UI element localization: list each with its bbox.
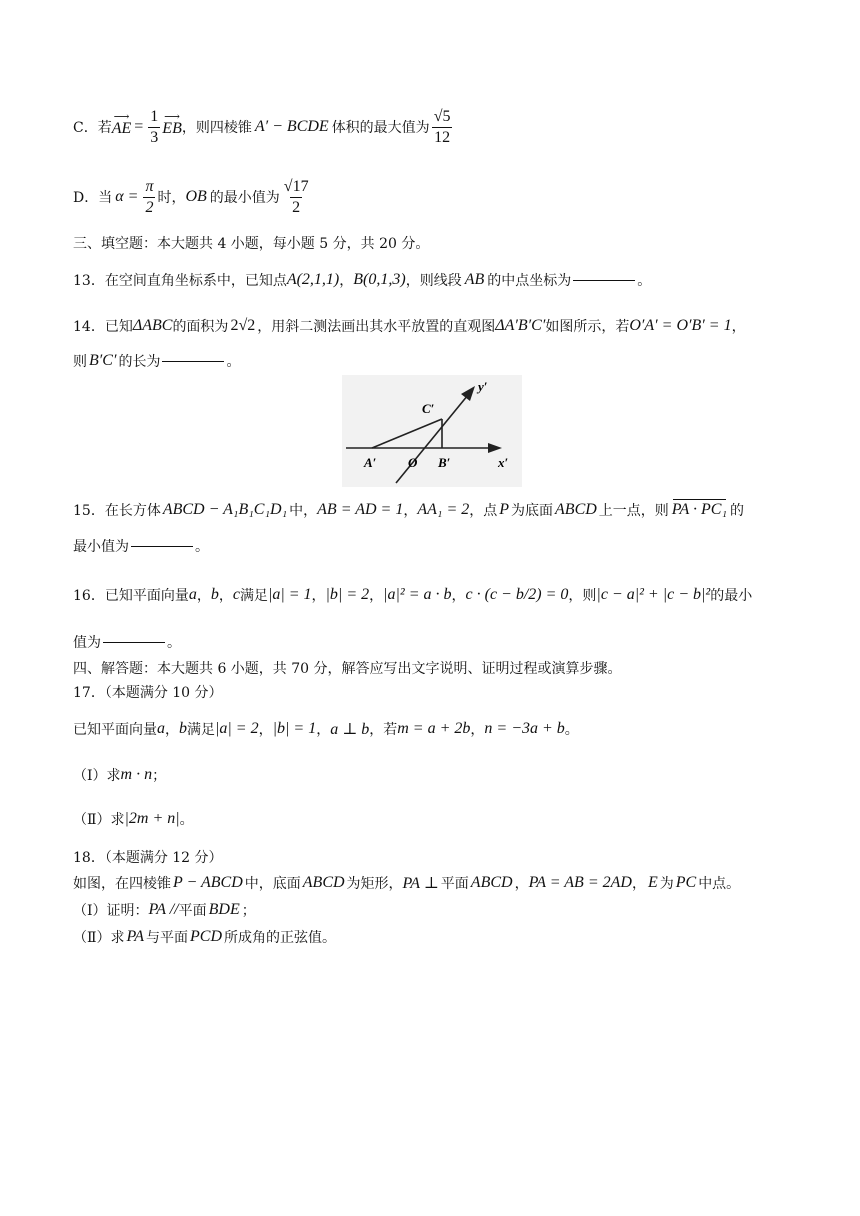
- q18-text-f: ，: [631, 876, 646, 892]
- q15-text-e: 为底面: [511, 503, 554, 519]
- q16-condition-4: c · (c − b/2) = 0: [465, 586, 569, 603]
- vector-ae: ⟶ AE: [111, 111, 132, 137]
- q17-condition-2: |b| = 1: [272, 720, 317, 737]
- q17-part-1-label: （Ⅰ）求: [73, 768, 121, 784]
- q13-text-c: ，则线段: [405, 273, 462, 289]
- label-y: y′: [478, 379, 488, 394]
- pa-perp: PA ⊥: [402, 875, 439, 892]
- base-abcd: ABCD: [302, 874, 345, 891]
- plane-abcd: ABCD: [470, 874, 513, 891]
- q14-text-c: ，用斜二测法画出其水平放置的直观图: [257, 319, 496, 335]
- q16-text-d: 的最小: [710, 588, 753, 604]
- plane-bde: BDE: [208, 901, 240, 918]
- q15-text-h: 最小值为: [73, 539, 129, 555]
- question-15: [73, 497, 744, 523]
- q17-sep-2: ，: [258, 722, 273, 738]
- base-abcd: ABCD: [555, 501, 597, 518]
- q17-condition-1: |a| = 2: [215, 720, 259, 737]
- q17-heading-text: 17．（本题满分 10 分）: [73, 685, 223, 701]
- vector-a: a: [188, 586, 197, 603]
- q18-text-g: 为: [659, 876, 674, 892]
- option-d: [73, 172, 313, 222]
- oblique-projection-figure: [342, 375, 522, 487]
- question-18: [73, 871, 740, 895]
- q17-text-a: 已知平面向量: [73, 722, 157, 738]
- q17-part-1-end: ；: [152, 768, 167, 784]
- question-17-part-2: [73, 806, 194, 832]
- triangle-abc: ΔABC: [132, 317, 173, 334]
- option-c-mid: ，则四棱锥: [181, 120, 252, 136]
- answer-fraction: $\frac{√5}{12}$: [433, 107, 451, 146]
- label-x: x′: [498, 455, 509, 470]
- option-c: [73, 102, 454, 152]
- q17-text-d: 。: [564, 722, 579, 738]
- label-c: C′: [422, 401, 435, 416]
- q14-text-f: 则: [73, 354, 87, 370]
- q14-text-e: ，: [731, 319, 746, 335]
- q17-part-1-expr: m · n: [120, 766, 153, 783]
- equals-sign: =: [134, 118, 144, 135]
- q18-part-1-label: （Ⅰ）证明：: [73, 903, 149, 919]
- question-17-part-1: [73, 762, 166, 788]
- q15-text-f: 上一点，则: [598, 503, 669, 519]
- alpha-eq: α =: [115, 188, 139, 205]
- q16-text-f: 。: [167, 635, 181, 651]
- q16-text-b: 满足: [239, 588, 268, 604]
- segment-ob: OB: [185, 188, 207, 205]
- segment-ab: AB: [464, 271, 485, 288]
- q15-condition-2: AA₁ = 2: [417, 501, 470, 518]
- q15-text-a: 15．在长方体: [73, 503, 161, 519]
- segment-bc-prime: B′C′: [89, 352, 117, 369]
- q13-text-a: 13．在空间直角坐标系中，已知点: [73, 273, 287, 289]
- q13-text-b: ，: [339, 273, 354, 289]
- q17-part-2-end: 。: [179, 812, 194, 828]
- q15-text-g: 的: [730, 503, 744, 519]
- q14-text-d: 如图所示，若: [545, 319, 630, 335]
- q14-text-h: 。: [226, 354, 241, 370]
- q14-text-g: 的长为: [118, 354, 161, 370]
- q15-text-b: 中，: [289, 503, 318, 519]
- option-c-tail: 体积的最大值为: [331, 120, 430, 136]
- label-b: B′: [438, 455, 451, 470]
- q16-text-c: ，则: [568, 588, 597, 604]
- question-17: [73, 716, 579, 742]
- question-15-line-2: [73, 534, 209, 558]
- q18-text-d: 平面: [440, 876, 469, 892]
- vector-n-def: n = −3a + b: [484, 720, 565, 737]
- question-13: [73, 268, 651, 292]
- q18-text-c: 为矩形，: [346, 876, 403, 892]
- q18-heading-text: 18．（本题满分 12 分）: [73, 850, 223, 866]
- q15-text-c: ，: [403, 503, 418, 519]
- q16-expression: |c − a|² + |c − b|²: [596, 586, 711, 603]
- q18-part-1-end: ；: [241, 903, 256, 919]
- q16-sep-3: ，: [311, 588, 326, 604]
- answer-blank: [162, 360, 224, 362]
- label-a: A′: [364, 455, 377, 470]
- question-14: [73, 313, 746, 339]
- q16-sep-2: ，: [218, 588, 233, 604]
- section-4-heading: [73, 657, 622, 679]
- q13-text-d: 的中点坐标为: [487, 273, 572, 289]
- q16-condition-1: |a| = 1: [267, 586, 312, 603]
- option-d-tail: 的最小值为: [209, 190, 280, 206]
- point-b: B(0,1,3): [353, 271, 406, 288]
- point-p: P: [499, 501, 510, 518]
- segment-pc: PC: [675, 874, 697, 891]
- question-18-part-2: [73, 925, 336, 949]
- pyramid-name: A′ − BCDE: [254, 118, 329, 135]
- q18-text-b: 中，底面: [244, 876, 301, 892]
- q14-text-b: 的面积为: [172, 319, 229, 335]
- question-18-part-1: [73, 898, 256, 922]
- q13-text-e: 。: [637, 273, 652, 289]
- q18-equality: PA = AB = 2AD: [528, 874, 632, 891]
- q18-part-1-plane: 平面: [178, 903, 207, 919]
- question-17-heading: [73, 681, 223, 703]
- q15-text-d: ，点: [469, 503, 498, 519]
- q18-text-a: 如图，在四棱锥: [73, 876, 171, 892]
- pyramid-name: P − ABCD: [173, 874, 243, 891]
- option-c-prefix: C．若: [73, 120, 112, 136]
- triangle-abc-prime: ΔA′B′C′: [495, 317, 546, 334]
- vector-m-def: m = a + 2b: [397, 720, 471, 737]
- q17-text-c: ，若: [369, 722, 398, 738]
- q17-sep-1: ，: [165, 722, 179, 738]
- question-16: [73, 575, 752, 615]
- segment-pa: PA: [126, 928, 144, 945]
- figure-background: [342, 375, 522, 487]
- q17-part-2-label: （Ⅱ）求: [73, 812, 125, 828]
- label-o: O: [408, 455, 418, 470]
- vector-eb: ⟶ EB: [162, 111, 182, 137]
- q17-sep-3: ，: [316, 722, 331, 738]
- q18-part-2-end: 所成角的正弦值。: [224, 930, 336, 946]
- q17-part-2-expr: |2m + n|: [124, 810, 180, 827]
- q16-sep-1: ，: [196, 588, 211, 604]
- vector-c: c: [232, 586, 240, 603]
- q16-text-e: 值为: [73, 635, 101, 651]
- answer-fraction: $\frac{√17}{2}$: [283, 177, 309, 216]
- answer-blank: [573, 279, 635, 281]
- fraction-one-third: $\frac{1}{3}$: [150, 107, 159, 146]
- answer-blank: [103, 641, 165, 643]
- fraction-pi-half: $\frac{\pi}{2}$: [145, 177, 154, 216]
- pa-parallel: PA //: [148, 901, 179, 918]
- q15-text-i: 。: [195, 539, 209, 555]
- q14-text-a: 14．已知: [73, 319, 133, 335]
- point-a: A(2,1,1): [286, 271, 340, 288]
- option-d-prefix: D．当: [73, 190, 113, 206]
- q17-condition-3: a ⊥ b: [330, 721, 370, 738]
- q16-sep-4: ，: [369, 588, 384, 604]
- vector-b: b: [179, 720, 187, 737]
- q18-text-e: ，: [514, 876, 529, 892]
- point-e: E: [647, 874, 658, 891]
- q17-text-b: 满足: [187, 722, 215, 738]
- q18-part-2-label: （Ⅱ）求: [73, 930, 125, 946]
- section-4-text: 四、解答题：本大题共 6 小题，共 70 分，解答应写出文字说明、证明过程或演算步骤。: [73, 661, 622, 677]
- q14-condition: O′A′ = O′B′ = 1: [629, 317, 732, 334]
- option-d-mid: 时，: [157, 190, 186, 206]
- q18-text-h: 中点。: [698, 876, 741, 892]
- q16-sep-5: ，: [451, 588, 466, 604]
- question-18-heading: [73, 846, 223, 868]
- q16-condition-2: |b| = 2: [325, 586, 370, 603]
- q18-part-2-mid: 与平面: [146, 930, 188, 946]
- question-14-line-2: [73, 348, 240, 374]
- vector-b: b: [210, 586, 219, 603]
- area-value: 2√2: [230, 317, 256, 334]
- section-3-text: 三、填空题：本大题共 4 小题，每小题 5 分，共 20 分。: [73, 236, 430, 252]
- cuboid-name: ABCD − A₁B₁C₁D₁: [162, 501, 288, 518]
- q16-text-a: 16．已知平面向量: [73, 588, 189, 604]
- vector-a: a: [157, 720, 165, 737]
- plane-pcd: PCD: [190, 928, 222, 945]
- section-3-heading: [73, 232, 429, 254]
- answer-blank: [131, 545, 193, 547]
- dot-product-pa-pc1: PA · PC₁: [671, 501, 727, 518]
- question-16-line-2: [73, 630, 181, 654]
- q17-sep-4: ，: [470, 722, 485, 738]
- q15-condition-1: AB = AD = 1: [317, 501, 404, 518]
- q16-condition-3: |a|² = a · b: [383, 586, 452, 603]
